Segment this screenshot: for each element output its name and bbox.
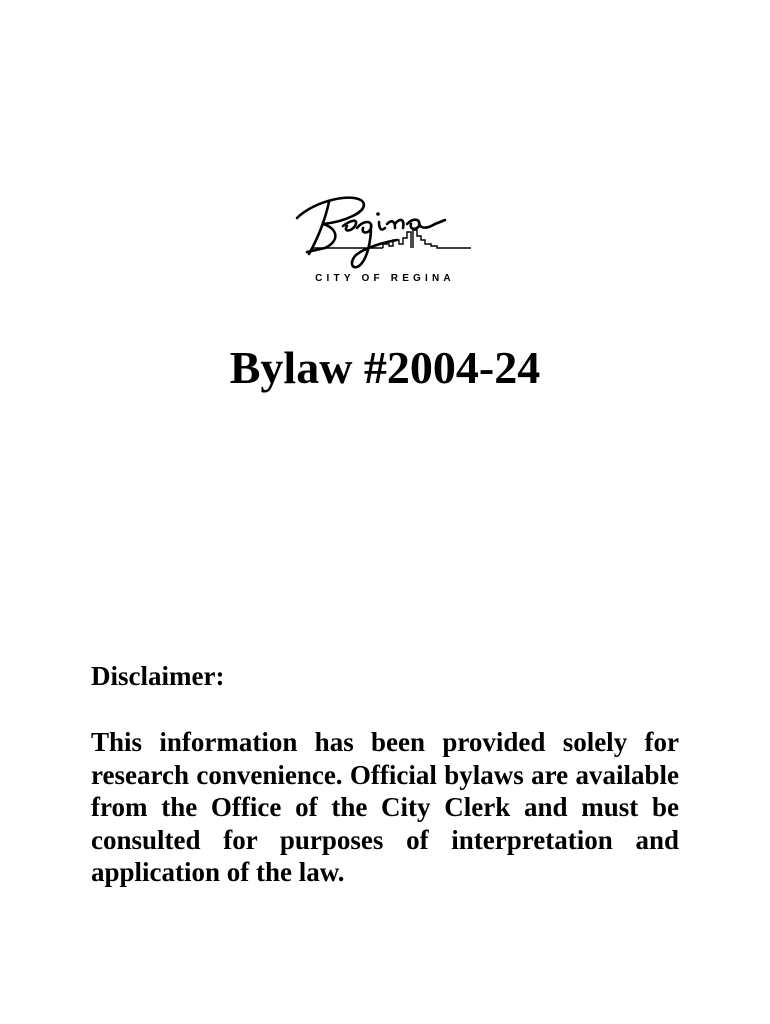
city-of-regina-logo (285, 180, 485, 290)
bylaw-title: Bylaw #2004-24 (229, 342, 541, 393)
logo-city-text: CITY OF REGINA (315, 273, 455, 284)
disclaimer-text: This information has been provided solely for research convenience. Official bylaws are available from the Office of the City Clerk and must be consulted for purposes of interpretation and application of the law. (91, 727, 679, 887)
disclaimer-heading: Disclaimer: (91, 661, 225, 691)
